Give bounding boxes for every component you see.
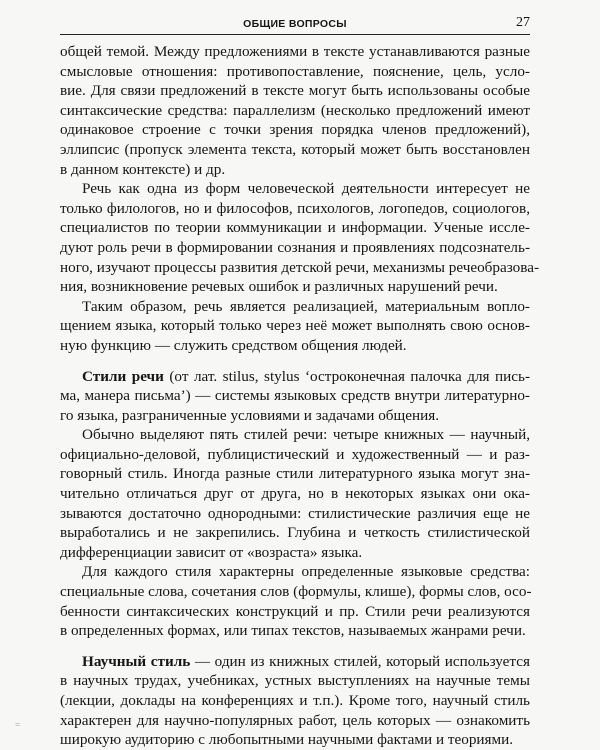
paragraph-style-means xyxy=(60,562,530,640)
text-fragment: — один из книжных стилей, который используется xyxy=(190,652,530,670)
page-header xyxy=(60,14,530,35)
text-line: бенности синтаксических конструкций и пр. Стили речи реализуются xyxy=(60,602,530,620)
text-line: Обычно выделяют пять стилей речи: четыре книжных — научный, xyxy=(82,426,530,444)
text-line: выработались и не закрепились. Глубина и четкость стилистической xyxy=(60,524,530,542)
text-line: широкую аудиторию с любопытными научными фактами и теориями. xyxy=(60,731,514,749)
paragraph-speech-realization xyxy=(60,297,530,356)
text-line: синтаксические средства: параллелизм (несколько предложений имеют xyxy=(60,101,530,119)
text-line: Для каждого стиля характерны определенные языковые средства: xyxy=(82,563,530,581)
text-line: характерен для научно-популярных работ, цель которых — ознакомить xyxy=(60,711,530,729)
text-line: специальные слова, сочетания слов (формулы, клише), формы слов, осо- xyxy=(60,583,532,601)
text-line: одинаковое строение с точки зрения порядка членов предложений), xyxy=(60,121,530,139)
text-line: (лекции, доклады на конференциях и т.п.). Кроме того, научный стиль xyxy=(60,692,530,709)
section-gap xyxy=(60,356,530,367)
page-number: 27 xyxy=(516,15,530,30)
text-line: эллипсис (пропуск элемента текста, который может быть восстановлен xyxy=(60,140,530,158)
text-line: дифференциации зависит от «возраста» языка. xyxy=(60,543,363,561)
text-line: ного, изучают процессы развития детской речи, механизмы речеобразова- xyxy=(60,258,540,276)
term-scientific-style: Научный стиль xyxy=(82,652,191,670)
text-line xyxy=(60,367,530,387)
text-line: щением языка, который только через неё может выполнять свою основ- xyxy=(60,317,530,335)
margin-mark: = xyxy=(15,720,21,730)
text-line xyxy=(60,652,530,672)
text-line: официально-деловой, публицистический и художественный — и раз- xyxy=(60,445,530,463)
paragraph-scientific-style xyxy=(60,652,530,750)
text-line: Таким образом, речь является реализацией, материальным вопло- xyxy=(82,297,530,315)
text-line: ния, возникновение речевых ошибок и различных нарушений речи. xyxy=(60,278,498,296)
paragraph-five-styles xyxy=(60,425,530,562)
text-line: в данном контексте) и др. xyxy=(60,160,226,178)
paragraph-speech-activity xyxy=(60,179,540,297)
paragraph-speech-styles-definition xyxy=(60,367,530,426)
text-fragment: (от лат. stilus, stylus ‘остроконечная палочка для пись- xyxy=(163,367,531,385)
text-line: говорный стиль. Иногда разные стили литературного языка могут зна- xyxy=(60,465,530,483)
text-line: дуют роль речи в формировании сознания и проявлениях подсознатель- xyxy=(60,238,530,256)
body-text xyxy=(60,42,540,750)
text-line: чительно отличаться друг от друга, но в некоторых языках они ока- xyxy=(60,485,530,503)
text-line: в научных трудах, учебниках, устных выступлениях на научные темы xyxy=(60,672,530,690)
text-line: вие. Для связи предложений в тексте могут быть использованы особые xyxy=(60,82,530,100)
running-head: ОБЩИЕ ВОПРОСЫ xyxy=(243,18,347,30)
paragraph-syntax-means xyxy=(60,42,530,179)
text-line: Речь как одна из форм человеческой деятельности интересует не xyxy=(82,180,530,198)
term-speech-styles: Стили речи xyxy=(82,367,164,385)
text-line: ма, манера письма’) — системы языковых средств внутри литературно- xyxy=(60,387,530,405)
section-gap xyxy=(60,641,530,652)
text-line: в определенных формах, или типах текстов, называемых жанрами речи. xyxy=(60,622,526,640)
text-line: зываются достаточно однородными: стилистические различия еще не xyxy=(60,504,530,522)
text-line: специалистов по теории коммуникации и информации. Ученые иссле- xyxy=(60,219,530,237)
text-line: только филологов, но и философов, психологов, логопедов, социологов, xyxy=(60,199,530,217)
text-line: ную функцию — служить средством общения людей. xyxy=(60,336,407,354)
text-line: общей темой. Между предложениями в тексте устанавливаются разные xyxy=(60,43,530,60)
text-line: смысловые отношения: противопоставление, пояснение, цель, усло- xyxy=(60,62,530,80)
text-line: го языка, разграниченные условиями и задачами общения. xyxy=(60,406,440,424)
